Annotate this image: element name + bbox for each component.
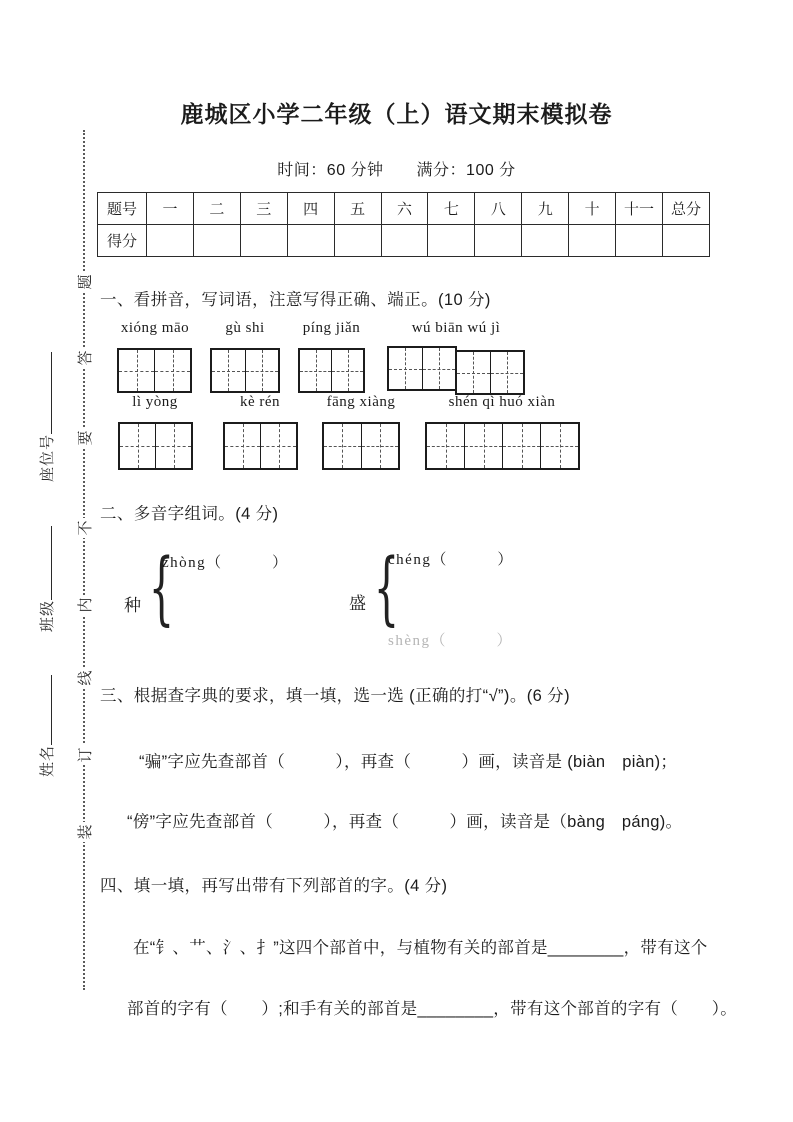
pinyin-label: xióng māo — [120, 320, 190, 336]
writing-grid — [322, 422, 400, 470]
pinyin-label: lì yòng — [132, 394, 178, 410]
writing-grid — [210, 348, 280, 393]
question-number-label: 题号 — [98, 193, 147, 225]
polyphone-char: 盛 — [349, 594, 366, 613]
section2-heading: 二、多音字组词。(4 分) — [100, 505, 279, 523]
pinyin-label: shén qì huó xiàn — [448, 394, 556, 410]
pinyin-label: gù shi — [225, 320, 265, 336]
score-cell — [475, 225, 522, 257]
name-label: 姓名 — [39, 744, 56, 777]
pinyin-label: wú biān wú jì — [411, 320, 501, 336]
pinyin-label: kè rén — [239, 394, 281, 410]
binding-text-char: 答 — [74, 348, 94, 368]
col-header: 七 — [428, 193, 475, 225]
section3-line1: “骗”字应先查部首（ ），再查（ ）画，读音是 (biàn piàn)； — [139, 753, 678, 771]
score-table-header-row — [98, 193, 710, 225]
col-header: 一 — [147, 193, 194, 225]
brace: { — [373, 541, 400, 634]
class-label: 班级 — [39, 599, 56, 632]
score-cell — [662, 225, 709, 257]
polyphone-option: chéng（ ） — [388, 552, 514, 568]
col-header: 三 — [240, 193, 287, 225]
score-table — [97, 192, 710, 257]
col-header: 十一 — [616, 193, 663, 225]
pinyin-label: fāng xiàng — [326, 394, 396, 410]
binding-text-char: 不 — [74, 518, 94, 538]
col-header: 二 — [193, 193, 240, 225]
score-cell — [193, 225, 240, 257]
score-cell — [616, 225, 663, 257]
polyphone-option-clipped: shèng（ ） — [388, 633, 513, 649]
binding-dotted-line — [83, 130, 85, 990]
name-field — [36, 675, 57, 777]
col-header: 五 — [334, 193, 381, 225]
seat-number-label: 座位号 — [39, 433, 56, 482]
score-cell — [287, 225, 334, 257]
class-field — [36, 526, 57, 632]
section3-line2: “傍”字应先查部首（ ），再查（ ）画，读音是（bàng páng)。 — [127, 813, 683, 831]
binding-text-char: 要 — [74, 428, 94, 448]
writing-grid — [425, 422, 580, 470]
polyphone-char: 种 — [124, 596, 141, 615]
seat-number-field — [36, 352, 57, 482]
brace: { — [148, 541, 175, 634]
score-cell — [428, 225, 475, 257]
page-title: 鹿城区小学二年级（上）语文期末模拟卷 — [180, 101, 613, 127]
col-header: 十 — [569, 193, 616, 225]
section3-heading: 三、根据查字典的要求，填一填，选一选 (正确的打“√”)。(6 分) — [100, 687, 570, 705]
score-table-score-row — [98, 225, 710, 257]
binding-text-char: 题 — [74, 272, 94, 292]
col-header: 四 — [287, 193, 334, 225]
section4-line1: 在“钅、艹、氵、扌”这四个部首中，与植物有关的部首是________，带有这个 — [133, 939, 708, 957]
score-cell — [147, 225, 194, 257]
section4-line2: 部首的字有（ ）;和手有关的部首是________，带有这个部首的字有（ ）。 — [127, 1000, 738, 1018]
score-cell — [569, 225, 616, 257]
score-label: 得分 — [98, 225, 147, 257]
writing-grid — [455, 350, 525, 395]
polyphone-option: zhòng（ ） — [162, 555, 289, 571]
col-header: 九 — [522, 193, 569, 225]
time-and-score-info: 时间：60 分钟 满分：100 分 — [277, 162, 516, 179]
col-header: 总分 — [662, 193, 709, 225]
score-cell — [381, 225, 428, 257]
score-cell — [240, 225, 287, 257]
section4-heading: 四、填一填，再写出带有下列部首的字。(4 分) — [100, 877, 448, 895]
pinyin-label: píng jiǎn — [302, 320, 361, 336]
writing-grid — [387, 346, 457, 391]
seat-number-blank — [38, 352, 52, 434]
col-header: 八 — [475, 193, 522, 225]
score-cell — [522, 225, 569, 257]
class-blank — [38, 526, 52, 600]
writing-grid — [298, 348, 365, 393]
writing-grid — [117, 348, 192, 393]
section1-heading: 一、看拼音，写词语，注意写得正确、端正。(10 分) — [100, 291, 491, 309]
writing-grid — [223, 422, 298, 470]
score-cell — [334, 225, 381, 257]
binding-text-char: 线 — [74, 668, 94, 688]
binding-text-char: 装 — [74, 822, 94, 842]
binding-text-char: 订 — [74, 745, 94, 765]
name-blank — [38, 675, 52, 745]
binding-text-char: 内 — [74, 595, 94, 615]
col-header: 六 — [381, 193, 428, 225]
writing-grid — [118, 422, 193, 470]
